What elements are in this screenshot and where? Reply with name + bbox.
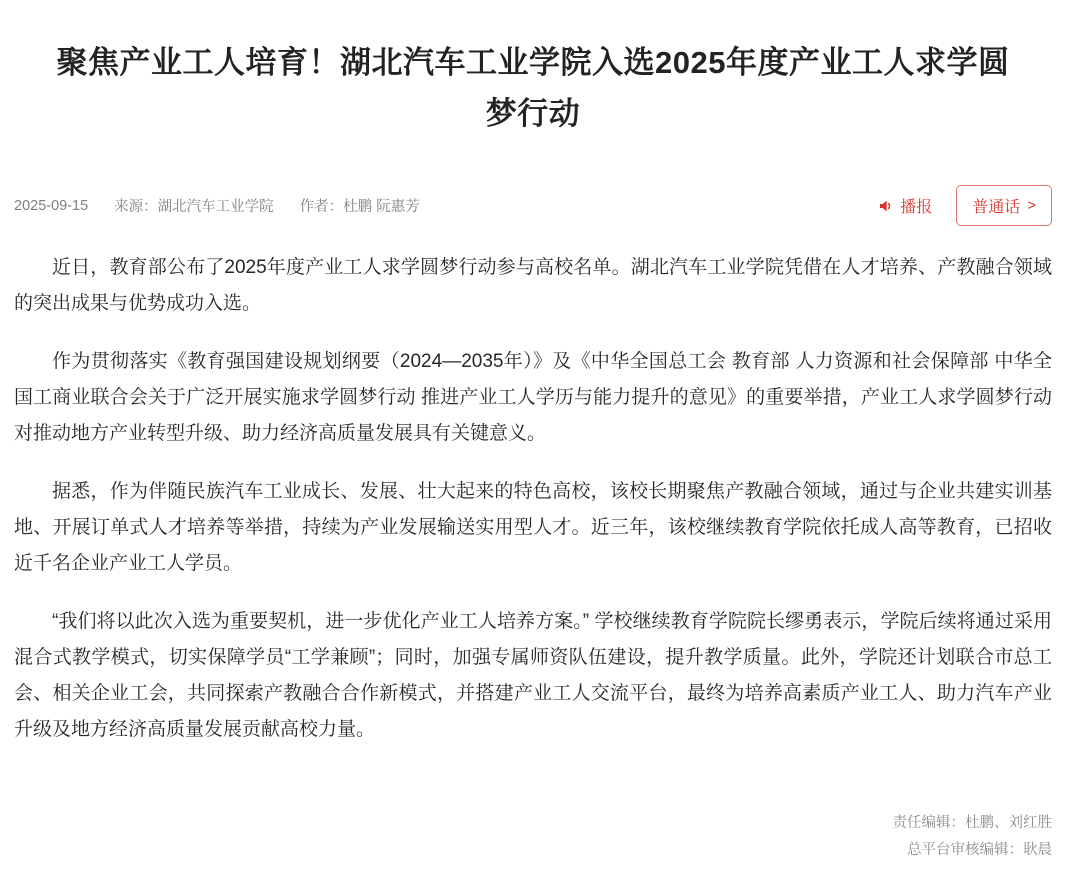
meta-row (14, 185, 1052, 226)
broadcast-label: 播报 (900, 199, 933, 217)
paragraph-1: 近日，教育部公布了2025年度产业工人求学圆梦行动参与高校名单。湖北汽车工业学院凭借在人才培养、产教融合领域的突出成果与优势成功入选。 (14, 257, 1052, 315)
responsible-editor-line: 责任编辑：杜鹏、刘红胜 (892, 815, 1052, 832)
mandarin-label: 普通话 (972, 199, 1021, 217)
paragraph-2: 作为贯彻落实《教育强国建设规划纲要（2024—2035年）》及《中华全国总工会 教育部 人力资源和社会保障部 中华全国工商业联合会关于广泛开展实施求学圆梦行动 推进产业工人学历与能力提升的意见》的重要举措，产业工人求学圆梦行动对推动地方产业转型升级、助力经济高质量发展具有关键意义。 (14, 351, 1052, 445)
article-body (14, 250, 1052, 748)
article-footer (14, 810, 1052, 864)
source-text: 来源：湖北汽车工业学院 (114, 199, 274, 216)
platform-review-editor-line: 总平台审核编辑：耿晨 (907, 842, 1052, 859)
paragraph-4: “我们将以此次入选为重要契机，进一步优化产业工人培养方案。” 学校继续教育学院院长缪勇表示，学院后续将通过采用混合式教学模式，切实保障学员“工学兼顾”；同时，加强专属师资队伍建设，提升教学质量。此外，学院还计划联合市总工会、相关企业工会，共同探索产教融合合作新模式，并搭建产业工人交流平台，最终为培养高素质产业工人、助力汽车产业升级及地方经济高质量发展贡献高校力量。 (14, 611, 1052, 741)
page-title: 聚焦产业工人培育！湖北汽车工业学院入选2025年度产业工人求学圆梦行动 (56, 45, 1010, 131)
broadcast-button[interactable] (878, 194, 932, 217)
author-text: 作者：杜鹏 阮惠芳 (299, 199, 420, 216)
publish-date: 2025-09-15 (14, 197, 89, 214)
speaker-icon (878, 198, 894, 214)
meta-info (14, 195, 420, 216)
chevron-right-icon: > (1027, 197, 1036, 215)
paragraph-3: 据悉，作为伴随民族汽车工业成长、发展、壮大起来的特色高校，该校长期聚焦产教融合领域，通过与企业共建实训基地、开展订单式人才培养等举措，持续为产业发展输送实用型人才。近三年，该校继续教育学院依托成人高等教育，已招收近千名企业产业工人学员。 (14, 481, 1052, 575)
mandarin-button[interactable] (956, 185, 1052, 226)
audio-controls (878, 185, 1052, 226)
